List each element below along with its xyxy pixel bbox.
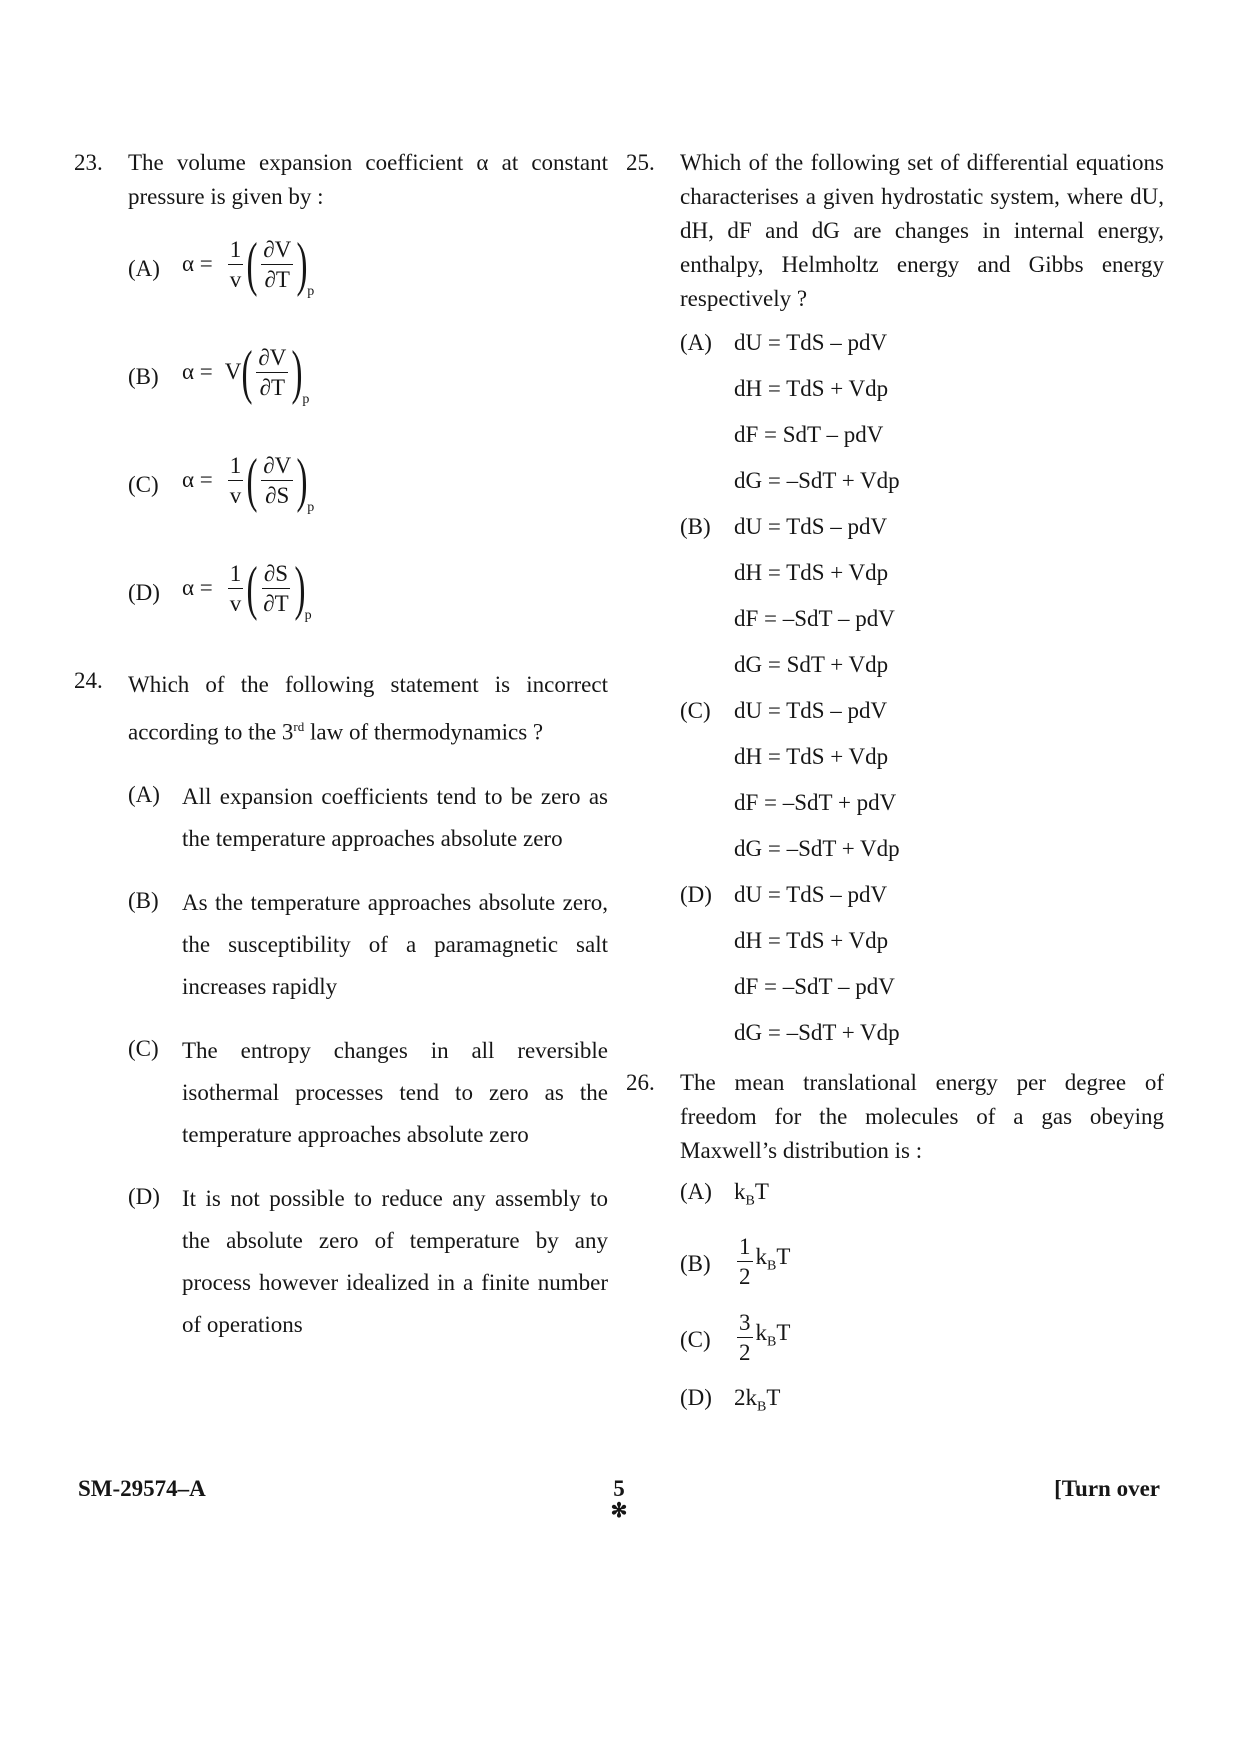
answer-expression: $k_BT$ <box>734 1179 769 1209</box>
equation-lhs: α = <box>182 251 213 276</box>
partial-derivative: $\frac{\partial V}{\partial S}$ <box>263 452 292 508</box>
option-label: (A) <box>128 256 160 281</box>
prefactor-fraction: $\frac{1}{v}$ <box>229 560 242 616</box>
question-text: The volume expansion coefficient α at constant pressure is given by : <box>128 150 608 209</box>
option-label: (C) <box>680 698 711 723</box>
option-b[interactable]: (B) α = V ( $\frac{\partial V}{\partial T}$ ) p <box>128 340 608 404</box>
option-c[interactable]: (C) α = $\frac{1}{v}$ ( $\frac{\partial V}{\partial S}$ ) p <box>128 448 608 512</box>
equation: dG = –SdT + Vdp <box>734 1020 900 1045</box>
option-d[interactable] <box>128 1178 608 1346</box>
multiplier: V <box>224 359 242 384</box>
question-text: The mean translational energy per degree of freedom for the molecules of a gas obeying Maxwell’s distribution is : <box>680 1070 1164 1163</box>
equation: dU = TdS – pdV <box>734 882 888 907</box>
partial-derivative: $\frac{\partial V}{\partial T}$ <box>263 236 292 292</box>
subscript: p <box>302 392 310 407</box>
equation: dF = –SdT – pdV <box>734 974 895 999</box>
option-a[interactable] <box>128 776 608 860</box>
option-label: (A) <box>680 1179 712 1204</box>
partial-derivative: $\frac{\partial V}{\partial T}$ <box>258 344 287 400</box>
question-26 <box>626 1066 1164 1427</box>
option-text: As the temperature approaches absolute zero, the susceptibility of a paramagnetic salt increases rapidly <box>182 889 608 999</box>
answer-expression: $2k_BT$ <box>734 1384 781 1415</box>
answer-expression: $k_BT$ <box>755 1319 791 1350</box>
equation: dH = TdS + Vdp <box>734 744 889 769</box>
option-label: (D) <box>680 882 712 907</box>
option-label: (D) <box>680 1384 712 1410</box>
question-number: 23. <box>74 150 103 175</box>
paper-code: SM-29574–A <box>78 1476 206 1501</box>
question-24 <box>74 664 608 1346</box>
option-text: The entropy changes in all reversible isothermal processes tend to zero as the temperature approaches absolute zero <box>182 1037 608 1147</box>
equation: dF = –SdT – pdV <box>734 606 895 631</box>
option-a[interactable] <box>680 1172 1164 1222</box>
option-label: (D) <box>128 580 160 605</box>
prefactor-fraction: $\frac{1}{v}$ <box>229 236 242 292</box>
option-b[interactable] <box>680 504 1164 688</box>
option-label: (B) <box>680 514 711 539</box>
equation: dG = –SdT + Vdp <box>734 836 900 861</box>
option-label: (B) <box>128 364 159 389</box>
question-text: Which of the following set of differential equations characterises a given hydrostatic system, where dU, dH, dF and dG are changes in internal energy, enthalpy, Helmholtz energy and Gibbs energy respectively ? <box>680 150 1164 311</box>
equation: dF = –SdT + pdV <box>734 790 897 815</box>
equation-lhs: α = <box>182 359 213 384</box>
option-c[interactable] <box>680 688 1164 872</box>
equation: dH = TdS + Vdp <box>734 376 889 401</box>
page-number: 5 <box>613 1476 625 1501</box>
question-text: Which of the following statement is incorrect according to the 3rd law of thermodynamics ? <box>128 672 608 745</box>
option-a[interactable]: (A) α = $\frac{1}{v}$ ( $\frac{\partial V}{\partial T}$ ) p <box>128 232 608 296</box>
answer-expression: $k_BT$ <box>755 1243 791 1274</box>
option-c[interactable] <box>128 1030 608 1156</box>
prefactor-fraction: $\frac{1}{v}$ <box>229 452 242 508</box>
equation: dH = TdS + Vdp <box>734 928 889 953</box>
equation-lhs: α = <box>182 575 213 600</box>
option-label: (C) <box>128 472 159 497</box>
option-label: (C) <box>680 1326 711 1352</box>
option-label: (A) <box>680 330 712 355</box>
option-label: (B) <box>680 1250 711 1276</box>
partial-derivative: $\frac{\partial S}{\partial T}$ <box>263 560 289 616</box>
option-label: (C) <box>128 1035 159 1061</box>
equation: dU = TdS – pdV <box>734 698 888 723</box>
right-column <box>626 146 1164 1427</box>
option-label: (B) <box>128 887 159 913</box>
subscript: p <box>304 608 312 623</box>
equation: dG = –SdT + Vdp <box>734 468 900 493</box>
fraction: $\frac{3}{2}$ <box>739 1310 751 1366</box>
option-text: All expansion coefficients tend to be zero as the temperature approaches absolute zero <box>182 783 608 851</box>
turn-over-note: [Turn over <box>1054 1476 1160 1501</box>
option-b[interactable] <box>128 882 608 1008</box>
equation: dU = TdS – pdV <box>734 330 888 355</box>
question-number: 25. <box>626 150 655 175</box>
subscript: p <box>307 500 315 515</box>
equation: dF = SdT – pdV <box>734 422 884 447</box>
question-23 <box>74 146 608 623</box>
asterisk-icon: ✻ <box>610 1500 628 1522</box>
equation: dU = TdS – pdV <box>734 514 888 539</box>
option-label: (D) <box>128 1183 160 1209</box>
question-number: 24. <box>74 668 103 693</box>
option-b[interactable] <box>680 1226 1164 1298</box>
subscript: p <box>307 284 315 299</box>
equation-lhs: α = <box>182 467 213 492</box>
option-a[interactable] <box>680 320 1164 504</box>
option-c[interactable] <box>680 1302 1164 1374</box>
question-25 <box>626 146 1164 1056</box>
equation: dH = TdS + Vdp <box>734 560 889 585</box>
option-d[interactable] <box>680 1378 1164 1428</box>
option-d[interactable]: (D) α = $\frac{1}{v}$ ( $\frac{\partial S}{\partial T}$ ) p <box>128 556 608 620</box>
page-footer <box>78 1476 1160 1522</box>
option-text: It is not possible to reduce any assembly to the absolute zero of temperature by any process however idealized in a finite number of operations <box>182 1185 608 1337</box>
option-d[interactable] <box>680 872 1164 1056</box>
equation: dG = SdT + Vdp <box>734 652 889 677</box>
left-column <box>74 146 608 1346</box>
question-number: 26. <box>626 1070 655 1095</box>
fraction: $\frac{1}{2}$ <box>739 1234 751 1290</box>
option-label: (A) <box>128 781 160 807</box>
